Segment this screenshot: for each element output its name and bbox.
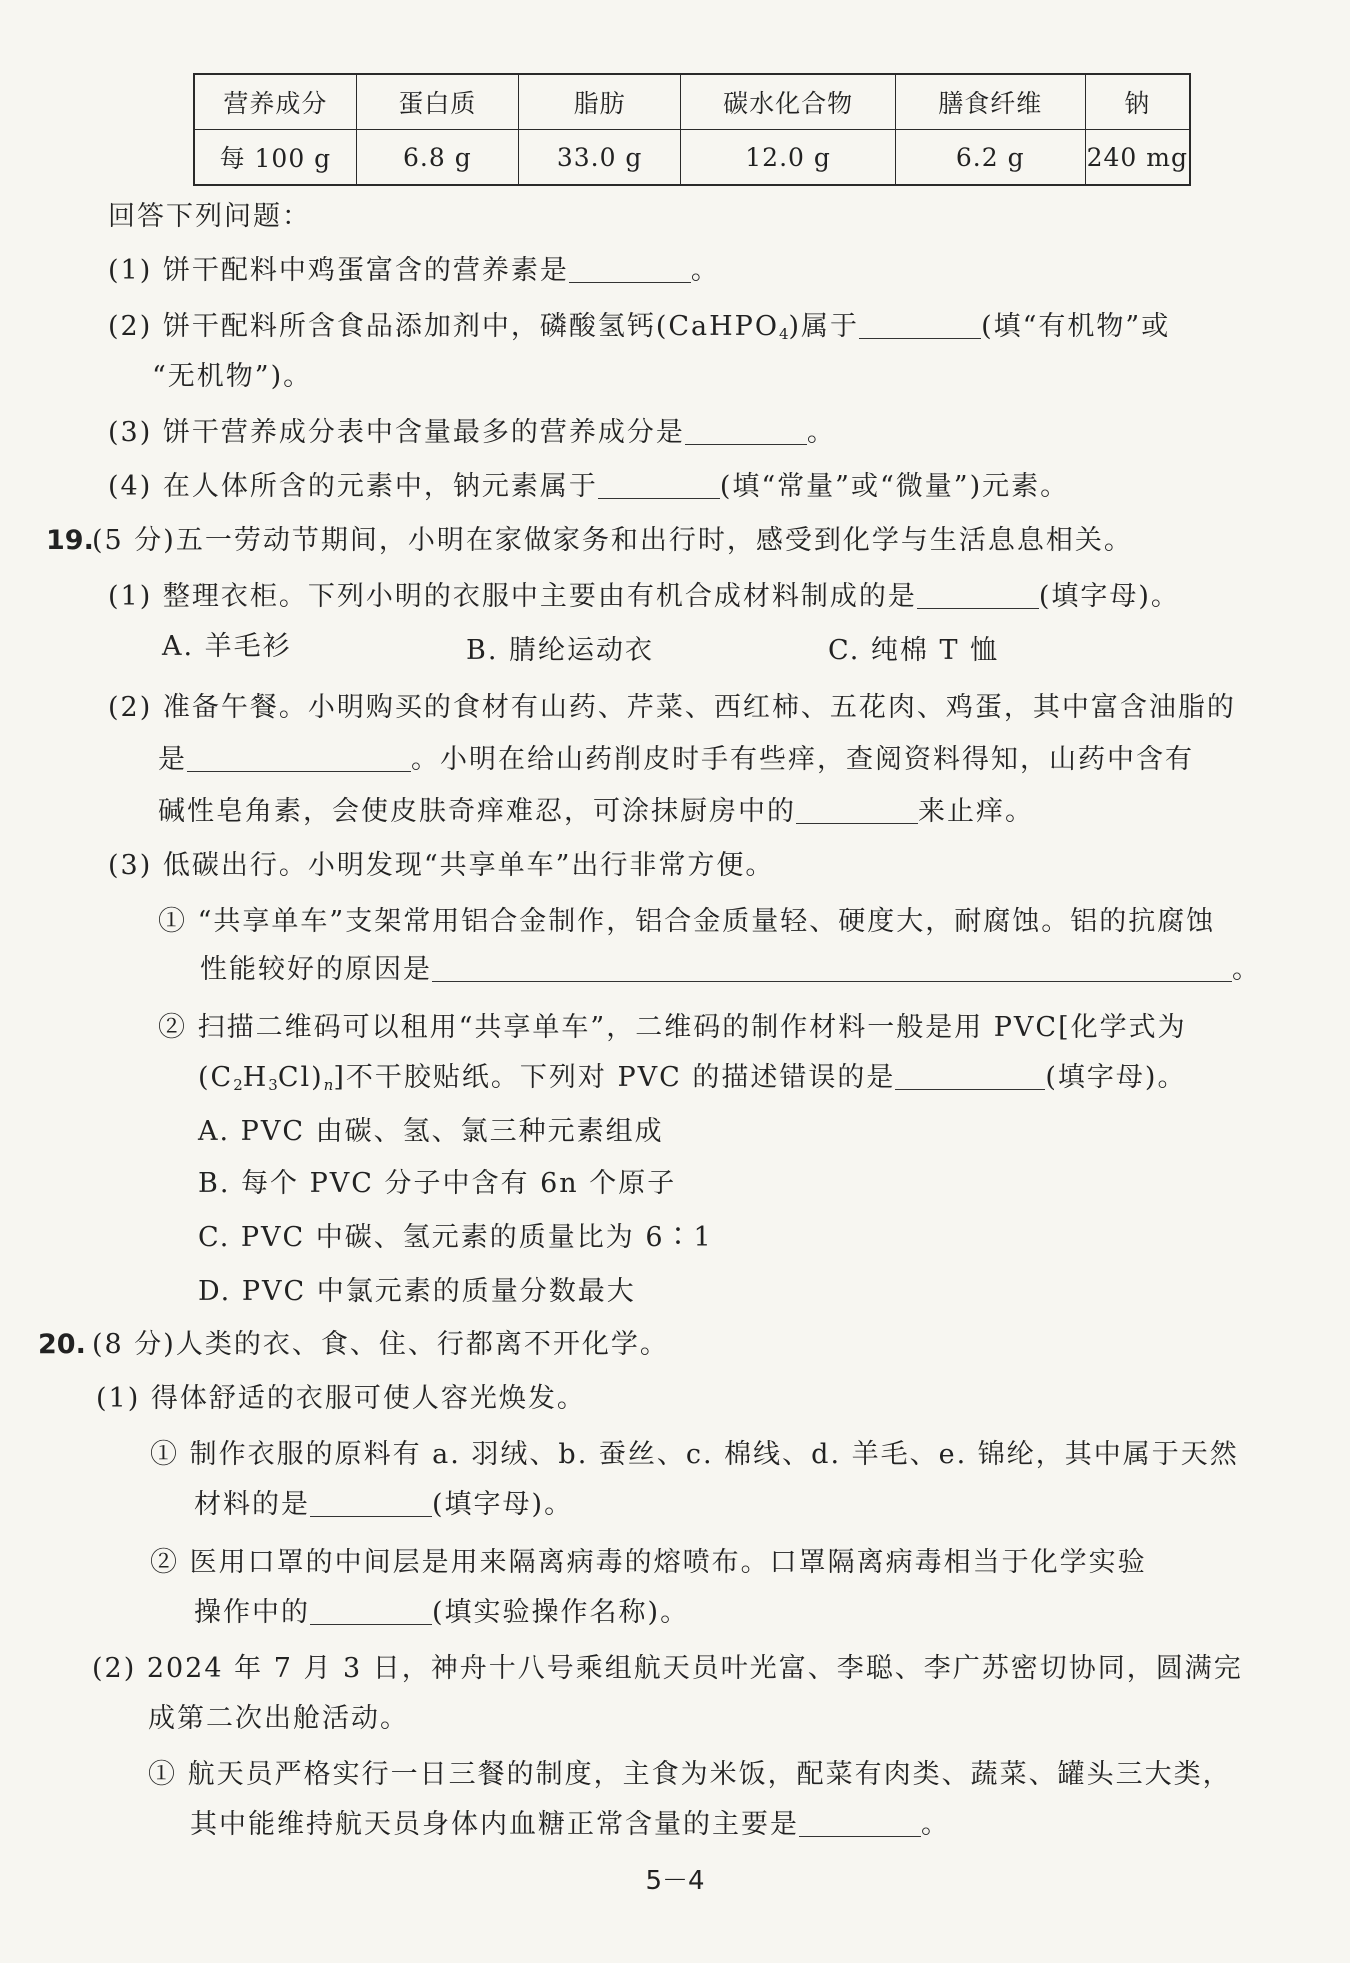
subscript: 3 [268,1076,278,1094]
answer-blank[interactable] [799,1812,921,1837]
q18-part2-text: (填“有机物”或 [981,311,1171,342]
q18-part3-text: (3) 饼干营养成分表中含量最多的营养成分是 [108,417,685,448]
q19-part3-sub1: ① “共享单车”支架常用铝合金制作，铝合金质量轻、硬度大，耐腐蚀。铝的抗腐蚀 [158,906,1216,937]
q19-part2-cont [158,740,1194,780]
table-header-cell: 脂肪 [519,74,681,130]
q18-part4 [108,467,1069,507]
q20-part1-text: 材料的是 [194,1489,310,1520]
formula-text: H [242,1062,269,1093]
q19-part3-sub2: ② 扫描二维码可以租用“共享单车”，二维码的制作材料一般是用 PVC[化学式为 [158,1012,1187,1043]
nutrition-table [193,73,1191,186]
q18-part4-text: (填“常量”或“微量”)元素。 [719,471,1070,502]
answer-blank[interactable] [432,957,1232,982]
answer-blank[interactable] [598,474,720,499]
page-number: 5－4 [645,1866,705,1896]
q20-part1-text: 操作中的 [194,1597,310,1628]
q20-part1-sub1: ① 制作衣服的原料有 a. 羽绒、b. 蚕丝、c. 棉线、d. 羊毛、e. 锦纶，其中属于天然 [150,1439,1239,1470]
q18-part1-end: 。 [690,255,720,286]
table-header-row [194,74,1190,130]
q19-option2-b: B. 每个 PVC 分子中含有 6n 个原子 [198,1168,677,1199]
q20-part1-text: (填实验操作名称)。 [432,1597,690,1628]
answer-blank[interactable] [569,258,691,283]
q20-part1: (1) 得体舒适的衣服可使人容光焕发。 [96,1383,586,1414]
table-header-cell: 碳水化合物 [681,74,896,130]
subscript: 4 [778,325,789,343]
q20-part1-sub2: ② 医用口罩的中间层是用来隔离病毒的熔喷布。口罩隔离病毒相当于化学实验 [150,1547,1147,1578]
q19-option2-a: A. PVC 由碳、氢、氯三种元素组成 [198,1116,664,1147]
q19-part2-text: 。小明在给山药削皮时手有些痒，查阅资料得知，山药中含有 [411,744,1194,775]
q20-part1-text: (填字母)。 [432,1489,574,1520]
answer-blank[interactable] [310,1492,432,1517]
q19-part3-sub1-cont [200,950,1261,990]
subscript: n [323,1076,334,1094]
q19-part3-end: 。 [1232,954,1261,985]
q18-part1 [108,251,720,291]
q18-part3 [108,413,836,453]
q19-part2-text: 来止痒。 [918,796,1034,827]
q19-part2: (2) 准备午餐。小明购买的食材有山药、芹菜、西红柿、五花肉、鸡蛋，其中富含油脂的 [108,692,1236,723]
q19-option2-d: D. PVC 中氯元素的质量分数最大 [198,1276,636,1307]
table-row [194,130,1190,186]
subscript: 2 [233,1076,243,1094]
formula-text: Cl) [277,1062,324,1093]
q18-part2-text: )属于 [788,311,860,342]
q19-part3-text: ]不干胶贴纸。下列对 PVC 的描述错误的是 [333,1062,896,1093]
table-cell: 12.0 g [681,130,896,186]
q19-part1 [108,577,1180,617]
answer-blank[interactable] [685,420,807,445]
q19-part3-end: (填字母)。 [1045,1062,1187,1093]
q19-stem: (5 分)五一劳动节期间，小明在家做家务和出行时，感受到化学与生活息息相关。 [92,525,1133,556]
answer-blank[interactable] [187,747,411,772]
table-header-cell: 营养成分 [194,74,356,130]
answer-blank[interactable] [796,799,918,824]
answer-blank[interactable] [859,314,981,339]
q19-part1-end: (填字母)。 [1038,581,1180,612]
q19-part3: (3) 低碳出行。小明发现“共享单车”出行非常方便。 [108,850,775,881]
q18-part4-text: (4) 在人体所含的元素中，钠元素属于 [108,471,598,502]
q20-stem: (8 分)人类的衣、食、住、行都离不开化学。 [92,1329,669,1360]
q19-part3-text: 性能较好的原因是 [200,954,432,985]
q20-part2-cont: 成第二次出舱活动。 [148,1703,409,1734]
q18-intro: 回答下列问题： [108,201,311,232]
answer-blank[interactable] [917,584,1039,609]
q20-part1-sub2-cont [194,1593,689,1633]
question-number-20: 20. [38,1329,86,1360]
question-number-19: 19. [46,525,94,556]
q18-part2-text: (2) 饼干配料所含食品添加剂中，磷酸氢钙(CaHPO [108,311,779,342]
table-header-cell: 膳食纤维 [895,74,1085,130]
q20-part2: (2) 2024 年 7 月 3 日，神舟十八号乘组航天员叶光富、李聪、李广苏密切协同，圆满完 [92,1653,1243,1684]
q19-option-a: A. 羊毛衫 [162,631,292,662]
table-cell: 240 mg [1085,130,1190,186]
table-cell: 6.2 g [895,130,1085,186]
q19-option-b: B. 腈纶运动衣 [466,635,655,666]
q19-option-c: C. 纯棉 T 恤 [828,635,1000,666]
q18-part1-text: (1) 饼干配料中鸡蛋富含的营养素是 [108,255,569,286]
q19-part3-sub2-cont [198,1058,1186,1105]
answer-blank[interactable] [895,1065,1045,1090]
table-cell: 33.0 g [519,130,681,186]
q18-part2-cont: “无机物”)。 [152,361,313,392]
q20-part1-sub1-cont [194,1485,573,1525]
q20-part2-sub1: ① 航天员严格实行一日三餐的制度，主食为米饭，配菜有肉类、蔬菜、罐头三大类， [148,1759,1232,1790]
formula-text: (C [198,1062,234,1093]
table-cell: 每 100 g [194,130,356,186]
q19-option2-c: C. PVC 中碳、氢元素的质量比为 6∶1 [198,1222,713,1253]
q19-part2-cont [158,792,1034,832]
q18-part2 [108,307,1170,354]
table-header-cell: 蛋白质 [356,74,518,130]
q19-part2-text: 是 [158,744,187,775]
q20-part2-sub1-cont [190,1805,950,1845]
q20-part2-text: 其中能维持航天员身体内血糖正常含量的主要是 [190,1809,799,1840]
table-header-cell: 钠 [1085,74,1190,130]
q20-part2-end: 。 [921,1809,950,1840]
q18-part3-end: 。 [806,417,836,448]
q19-part2-text: 碱性皂角素，会使皮肤奇痒难忍，可涂抹厨房中的 [158,796,796,827]
table-cell: 6.8 g [356,130,518,186]
q19-part1-text: (1) 整理衣柜。下列小明的衣服中主要由有机合成材料制成的是 [108,581,917,612]
answer-blank[interactable] [310,1600,432,1625]
